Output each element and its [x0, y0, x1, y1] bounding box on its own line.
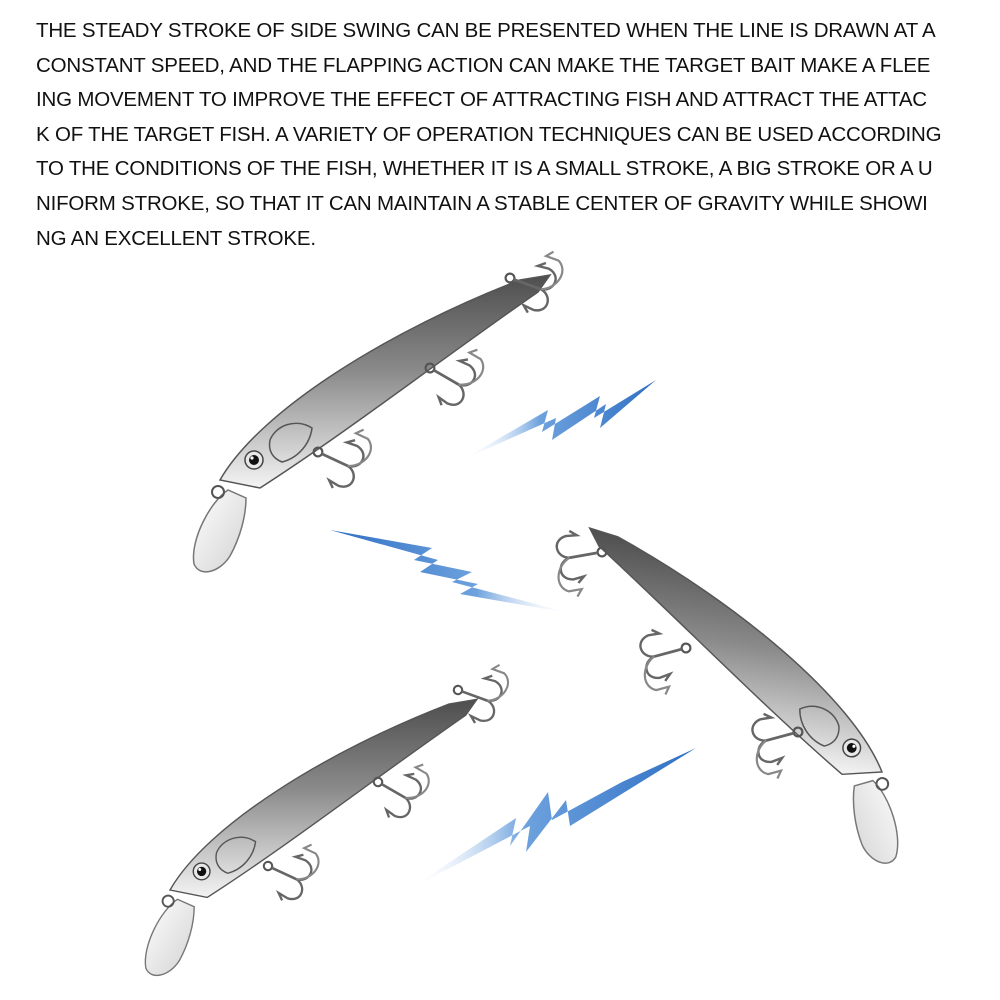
lure-bottom-left [145, 653, 513, 975]
description-line: NIFORM STROKE, SO THAT IT CAN MAINTAIN A STABLE CENTER OF GRAVITY WHILE SHOWI [36, 191, 928, 215]
description-line: THE STEADY STROKE OF SIDE SWING CAN BE PRESENTED WHEN THE LINE IS DRAWN AT A [36, 19, 936, 42]
description-line: TO THE CONDITIONS OF THE FISH, WHETHER IT IS A SMALL STROKE, A BIG STROKE OR A U [36, 157, 933, 181]
description-line: CONSTANT SPEED, AND THE FLAPPING ACTION CAN MAKE THE TARGET BAIT MAKE A FLEE [36, 53, 931, 77]
lure-top-left [193, 239, 568, 572]
description-line: ING MOVEMENT TO IMPROVE THE EFFECT OF ATTRACTING FISH AND ATTRACT THE ATTAC [36, 88, 927, 112]
description-line: NG AN EXCELLENT STROKE. [36, 226, 316, 250]
lure-right [549, 525, 935, 865]
description-line: K OF THE TARGET FISH. A VARIETY OF OPERATION TECHNIQUES CAN BE USED ACCORDING [36, 122, 942, 146]
lightning-bolt-icon [408, 748, 696, 890]
lightning-bolt-icon [462, 380, 656, 460]
lightning-bolt-icon [330, 530, 574, 614]
